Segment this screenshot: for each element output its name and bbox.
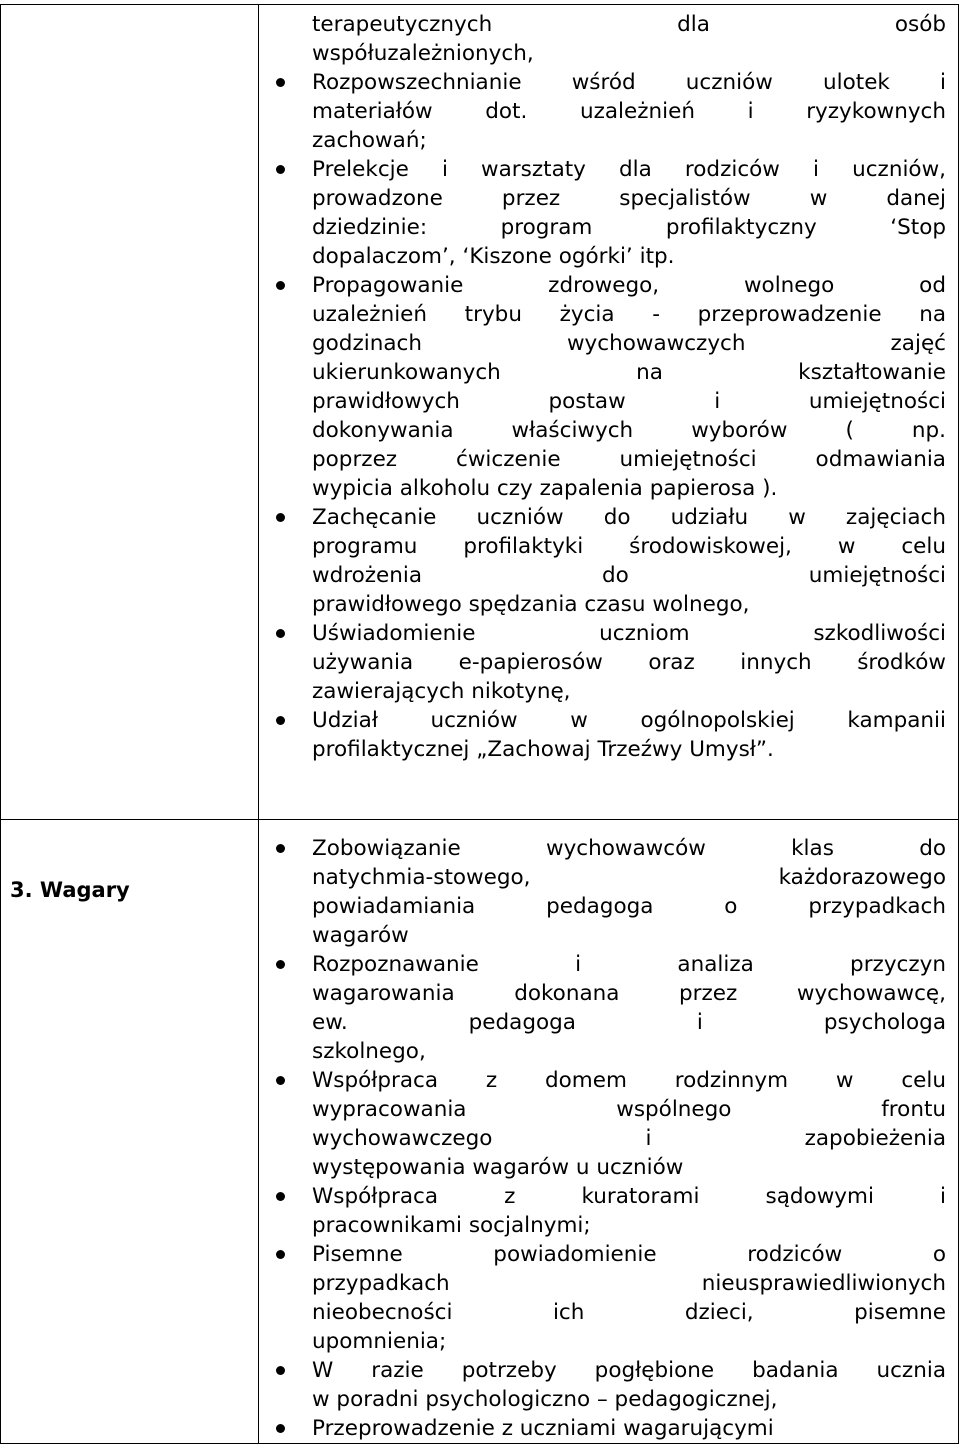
text-line: upomnienia; [312, 1329, 447, 1354]
text-line: ew. pedagoga i psychologa [312, 1010, 946, 1035]
text-line: w poradni psychologiczno – pedagogicznej, [312, 1387, 778, 1412]
text-line: dokonywania właściwych wyborów ( np. [312, 418, 946, 443]
text-line: W razie potrzeby pogłębione badania ucznia [312, 1358, 946, 1383]
text-line: Uświadomienie uczniom szkodliwości [312, 621, 946, 646]
text-line: prawidłowego spędzania czasu wolnego, [312, 592, 750, 617]
bullet-list-item [312, 1066, 946, 1182]
table-row-section-3 [1, 820, 959, 1444]
text-line: wagarów [312, 923, 409, 948]
text-line: materiałów dot. uzależnień i ryzykownych [312, 99, 946, 124]
bullet-list-item [312, 834, 946, 950]
text-line: szkolnego, [312, 1039, 426, 1064]
text-line: zachowań; [312, 128, 427, 153]
bullet-list-item [312, 1240, 946, 1356]
section-2-content-cell [259, 5, 959, 820]
text-line: nieobecności ich dzieci, pisemne [312, 1300, 946, 1325]
text-line: Zobowiązanie wychowawców klas do [312, 836, 946, 861]
text-line: Rozpoznawanie i analiza przyczyn [312, 952, 946, 977]
section-3-content-cell [259, 820, 959, 1444]
text-line: Rozpowszechnianie wśród uczniów ulotek i [312, 70, 946, 95]
text-line: Udział uczniów w ogólnopolskiej kampanii [312, 708, 946, 733]
text-line: wychowawczego i zapobieżenia [312, 1126, 946, 1151]
bullet-list-item [312, 503, 946, 619]
section-2-content [259, 5, 958, 764]
text-line: uzależnień trybu życia - przeprowadzenie na [312, 302, 946, 327]
text-line: ukierunkowanych na kształtowanie [312, 360, 946, 385]
text-line: natychmia-stowego, każdorazowego [312, 865, 946, 890]
bullet-list-item [312, 619, 946, 706]
text-line: programu profilaktyki środowiskowej, w celu [312, 534, 946, 559]
text-line: Zachęcanie uczniów do udziału w zajęciach [312, 505, 946, 530]
text-line: powiadamiania pedagoga o przypadkach [312, 894, 946, 919]
text-line: współuzależnionych, [312, 41, 534, 66]
text-line: prawidłowych postaw i umiejętności [312, 389, 946, 414]
bullet-list-item [312, 68, 946, 155]
text-line: używania e-papierosów oraz innych środków [312, 650, 946, 675]
text-line: zawierających nikotynę, [312, 679, 571, 704]
text-line: wdrożenia do umiejętności [312, 563, 946, 588]
text-line: przypadkach nieusprawiedliwionych [312, 1271, 946, 1296]
section-3-title: 3. Wagary [10, 878, 130, 902]
text-line: poprzez ćwiczenie umiejętności odmawiania [312, 447, 946, 472]
bullet-list-item [312, 706, 946, 764]
bullet-list-item [312, 950, 946, 1066]
text-line: Współpraca z kuratorami sądowymi i [312, 1184, 946, 1209]
continuation-text [312, 10, 946, 68]
text-line: wagarowania dokonana przez wychowawcę, [312, 981, 946, 1006]
text-line: wypracowania wspólnego frontu [312, 1097, 946, 1122]
text-line: Prelekcje i warsztaty dla rodziców i uczniów, [312, 157, 946, 182]
text-line: Współpraca z domem rodzinnym w celu [312, 1068, 946, 1093]
bullet-list-item [312, 155, 946, 271]
text-line: profilaktycznej „Zachowaj Trzeźwy Umysł”. [312, 737, 774, 762]
bullet-list-item [312, 1414, 946, 1443]
text-line: godzinach wychowawczych zajęć [312, 331, 946, 356]
section-3-title-cell [1, 820, 259, 1444]
table-row-section-2 [1, 5, 959, 820]
text-line: wypicia alkoholu czy zapalenia papierosa ). [312, 476, 778, 501]
text-line: terapeutycznych dla osób [312, 12, 946, 37]
text-line: Propagowanie zdrowego, wolnego od [312, 273, 946, 298]
text-line: Przeprowadzenie z uczniami wagarującymi [312, 1416, 774, 1441]
bullet-list-item [312, 1356, 946, 1414]
text-line: pracownikami socjalnymi; [312, 1213, 591, 1238]
bullet-list-item [312, 271, 946, 503]
text-line: dopalaczom’, ‘Kiszone ogórki’ itp. [312, 244, 675, 269]
section-3-content [259, 820, 958, 1443]
text-line: występowania wagarów u uczniów [312, 1155, 684, 1180]
bullet-list-item [312, 1182, 946, 1240]
text-line: prowadzone przez specjalistów w danej [312, 186, 946, 211]
program-table [0, 4, 959, 1444]
text-line: dziedzinie: program profilaktyczny ‘Stop [312, 215, 946, 240]
text-line: Pisemne powiadomienie rodziców o [312, 1242, 946, 1267]
section-2-title-cell [1, 5, 259, 820]
